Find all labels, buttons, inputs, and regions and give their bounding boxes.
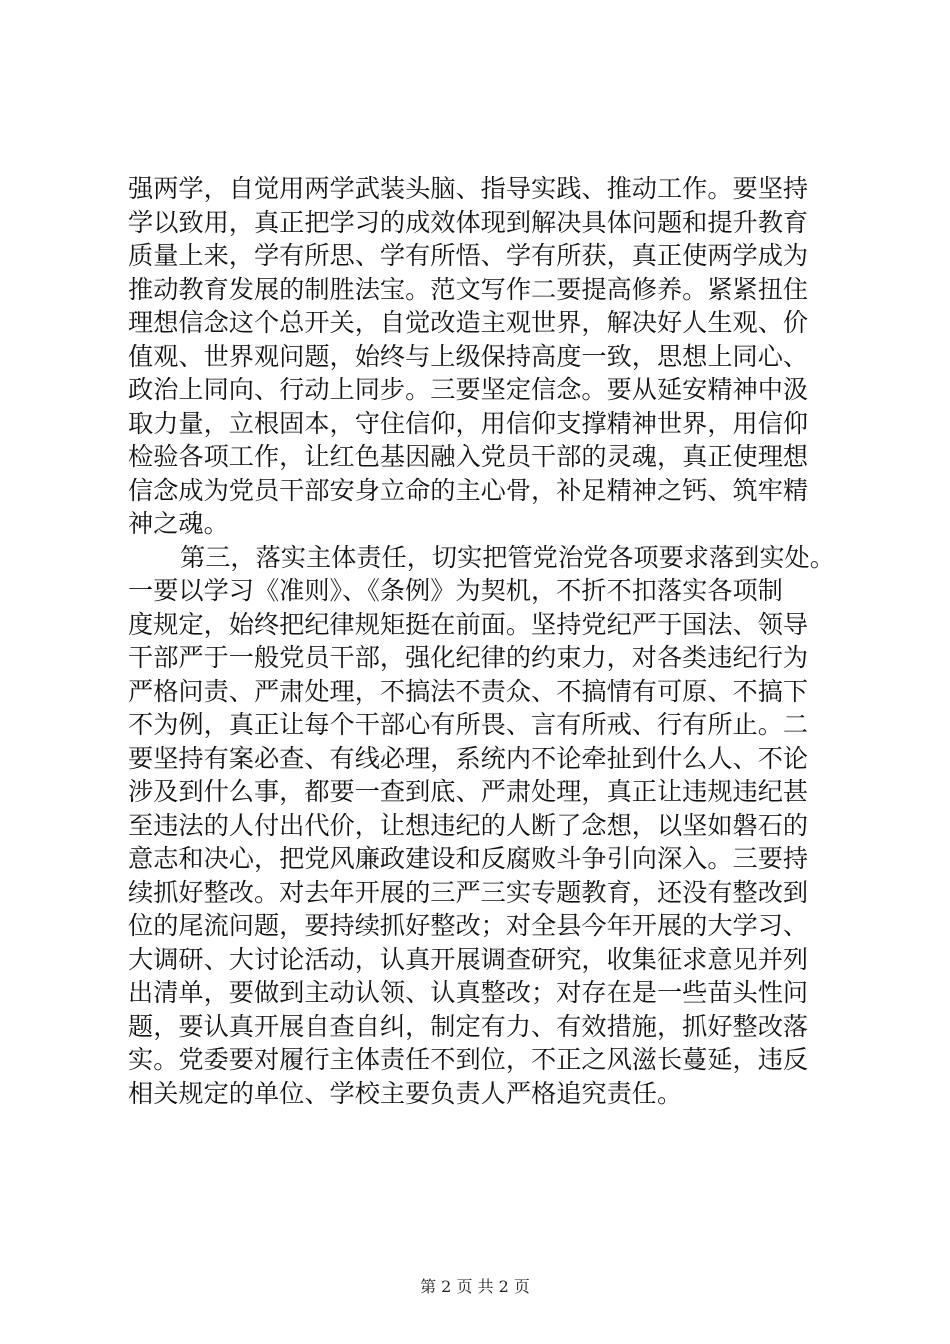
text-line: 信念成为党员干部安身立命的主心骨，补足精神之钙、筑牢精 xyxy=(128,475,809,505)
text-line: 不为例，真正让每个干部心有所畏、言有所戒、行有所止。二 xyxy=(128,710,809,739)
text-line: 相关规定的单位、学校主要负责人严格追究责任。 xyxy=(128,1078,683,1108)
text-line: 涉及到什么事，都要一查到底、严肃处理，真正让违规违纪甚 xyxy=(128,777,809,806)
text-line: 推动教育发展的制胜法宝。范文写作二要提高修养。紧紧扭住 xyxy=(128,274,809,304)
text-line: 出清单，要做到主动认领、认真整改；对存在是一些苗头性问 xyxy=(128,978,809,1007)
text-line: 理想信念这个总开关，自觉改造主观世界，解决好人生观、价 xyxy=(128,308,809,337)
body-text xyxy=(128,172,835,1110)
text-line: 神之魂。 xyxy=(128,509,229,538)
text-line: 质量上来，学有所思、学有所悟、学有所获，真正使两学成为 xyxy=(128,241,809,270)
text-line: 续抓好整改。对去年开展的三严三实专题教育，还没有整改到 xyxy=(128,877,809,907)
text-line: 检验各项工作，让红色基因融入党员干部的灵魂，真正使理想 xyxy=(128,442,809,471)
text-line: 强两学，自觉用两学武装头脑、指导实践、推动工作。要坚持 xyxy=(128,174,809,203)
text-line: 至违法的人付出代价，让想违纪的人断了念想，以坚如磐石的 xyxy=(128,810,809,840)
text-line: 值观、世界观问题，始终与上级保持高度一致，思想上同心、 xyxy=(128,341,809,371)
text-line: 一要以学习《准则》、《条例》为契机，不折不扣落实各项制 xyxy=(128,576,783,605)
text-line: 政治上同向、行动上同步。三要坚定信念。要从延安精神中汲 xyxy=(128,375,809,404)
paragraph-start-line: 第三，落实主体责任，切实把管党治党各项要求落到实处。 xyxy=(180,542,835,572)
text-line: 题，要认真开展自查自纠，制定有力、有效措施，抓好整改落 xyxy=(128,1011,809,1041)
text-line: 意志和决心，把党风廉政建设和反腐败斗争引向深入。三要持 xyxy=(128,844,809,873)
page-number-footer: 第 2 页 共 2 页 xyxy=(420,1277,530,1296)
text-line: 要坚持有案必查、有线必理，系统内不论牵扯到什么人、不论 xyxy=(128,743,809,773)
text-line: 位的尾流问题，要持续抓好整改；对全县今年开展的大学习、 xyxy=(128,911,809,940)
text-line: 实。党委要对履行主体责任不到位，不正之风滋长蔓延，违反 xyxy=(128,1045,809,1074)
text-line: 学以致用，真正把学习的成效体现到解决具体问题和提升教育 xyxy=(128,207,809,237)
text-line: 大调研、大讨论活动，认真开展调查研究，收集征求意见并列 xyxy=(128,944,809,974)
text-line: 取力量，立根固本，守住信仰，用信仰支撑精神世界，用信仰 xyxy=(128,408,809,438)
text-line: 干部严于一般党员干部，强化纪律的约束力，对各类违纪行为 xyxy=(128,643,809,672)
text-line: 严格问责、严肃处理，不搞法不责众、不搞情有可原、不搞下 xyxy=(128,676,809,706)
text-line: 度规定，始终把纪律规矩挺在前面。坚持党纪严于国法、领导 xyxy=(128,609,809,639)
